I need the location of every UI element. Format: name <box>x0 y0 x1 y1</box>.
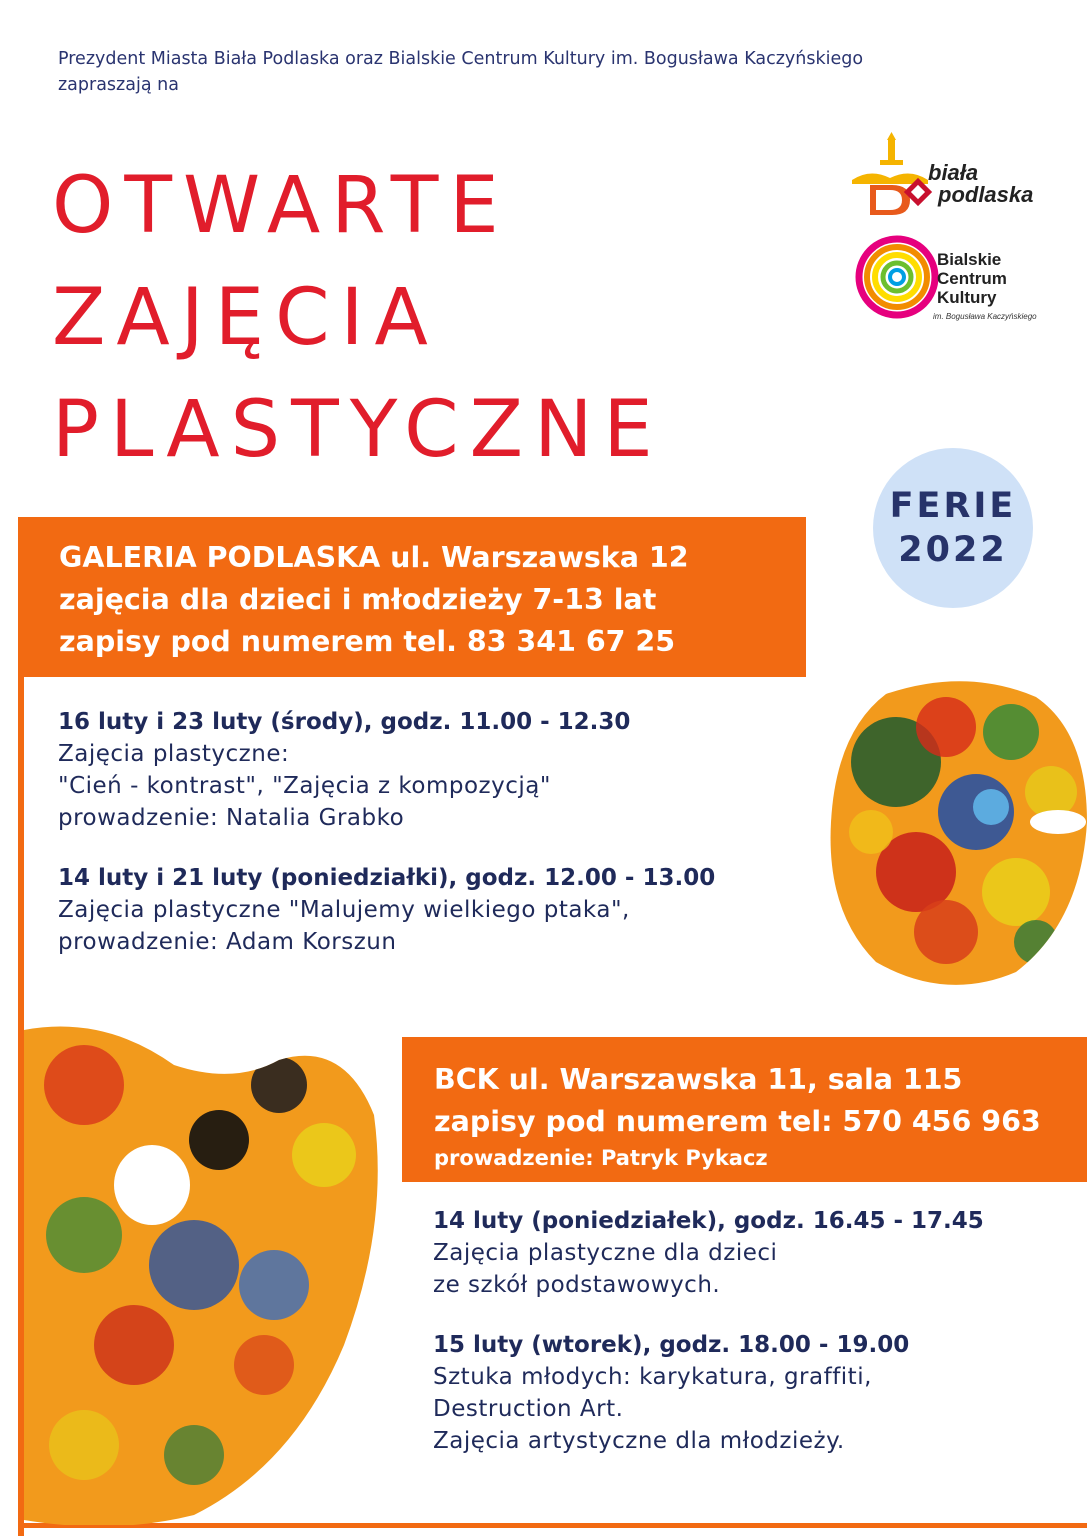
title-line-2: ZAJĘCIA <box>52 273 439 363</box>
galeria-address: GALERIA PODLASKA ul. Warszawska 12 <box>59 541 689 574</box>
bck-logo-line-2: Centrum <box>937 269 1007 288</box>
event-detail: Zajęcia artystyczne dla młodzieży. <box>433 1428 845 1454</box>
bck-logo-subtitle: im. Bogusława Kaczyńskiego <box>933 312 1037 321</box>
title-line-3: PLASTYCZNE <box>52 385 664 475</box>
invitation-text <box>58 46 1058 98</box>
invitation-line-2: zapraszają na <box>58 75 179 95</box>
event-detail: ze szkół podstawowych. <box>433 1272 721 1298</box>
bck-logo-line-1: Bialskie <box>937 250 1002 269</box>
title-line-1: OTWARTE <box>52 161 510 251</box>
schedule-event <box>58 706 715 834</box>
event-detail: Sztuka młodych: karykatura, graffiti, <box>433 1364 872 1390</box>
event-detail: "Cień - kontrast", "Zajęcia z kompozycją" <box>58 773 551 799</box>
galeria-audience: zajęcia dla dzieci i młodzieży 7-13 lat <box>59 583 657 616</box>
biala-podlaska-logo <box>850 130 1050 220</box>
ferie-badge-line-1: FERIE <box>889 486 1017 526</box>
invitation-line-1: Prezydent Miasta Biała Podlaska oraz Bialskie Centrum Kultury im. Bogusława Kaczyńskiego <box>58 49 864 69</box>
paint-palette-image <box>24 1025 380 1525</box>
ferie-badge <box>873 448 1033 608</box>
bck-logo <box>855 235 1055 325</box>
bck-info-box <box>402 1037 1087 1182</box>
event-date: 15 luty (wtorek), godz. 18.00 - 19.00 <box>433 1332 910 1358</box>
bck-logo-line-3: Kultury <box>937 288 997 307</box>
bck-address: BCK ul. Warszawska 11, sala 115 <box>434 1063 963 1096</box>
biala-logo-line-2: podlaska <box>938 182 1034 207</box>
paint-palette-image <box>826 672 1087 988</box>
galeria-info-box <box>18 517 806 677</box>
bck-schedule <box>433 1205 984 1485</box>
event-detail: Destruction Art. <box>433 1396 624 1422</box>
event-detail: prowadzenie: Adam Korszun <box>58 929 397 955</box>
event-detail: prowadzenie: Natalia Grabko <box>58 805 405 831</box>
event-detail: Zajęcia plastyczne dla dzieci <box>433 1240 778 1266</box>
event-date: 16 luty i 23 luty (środy), godz. 11.00 - 12.30 <box>58 709 631 735</box>
galeria-schedule <box>58 706 715 986</box>
schedule-event <box>433 1205 984 1301</box>
bck-phone: zapisy pod numerem tel: 570 456 963 <box>434 1105 1041 1138</box>
poster-title <box>52 150 664 486</box>
bck-instructor: prowadzenie: Patryk Pykacz <box>434 1146 768 1170</box>
galeria-phone: zapisy pod numerem tel. 83 341 67 25 <box>59 625 676 658</box>
event-detail: Zajęcia plastyczne: <box>58 741 290 767</box>
schedule-event <box>58 862 715 958</box>
biala-logo-line-1: biała <box>928 160 979 185</box>
schedule-event <box>433 1329 984 1457</box>
event-date: 14 luty (poniedziałek), godz. 16.45 - 17.45 <box>433 1208 984 1234</box>
event-date: 14 luty i 21 luty (poniedziałki), godz. 12.00 - 13.00 <box>58 865 716 891</box>
event-detail: Zajęcia plastyczne "Malujemy wielkiego ptaka", <box>58 897 630 923</box>
ferie-badge-line-2: 2022 <box>898 530 1008 570</box>
